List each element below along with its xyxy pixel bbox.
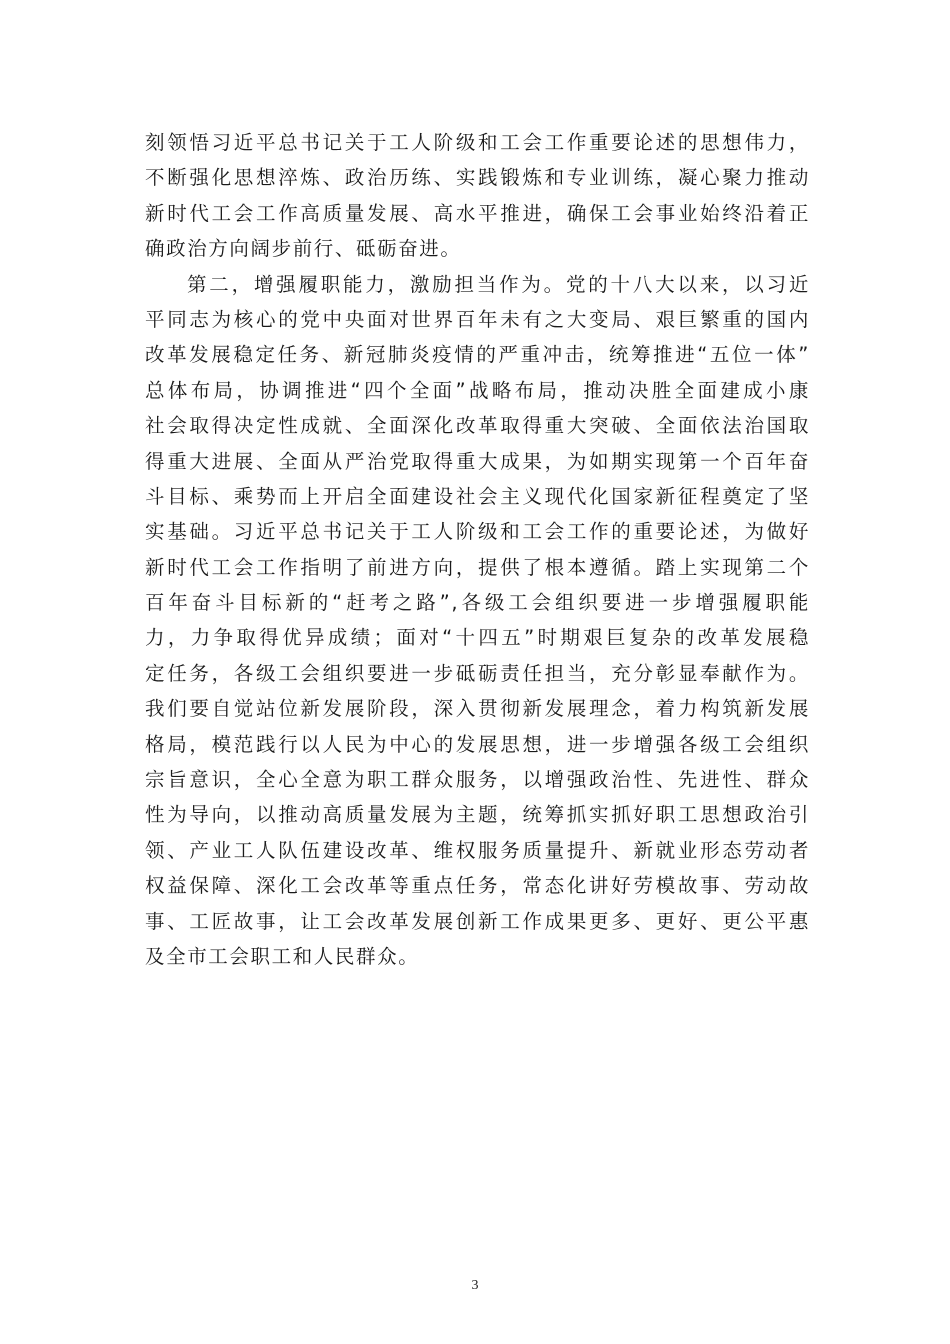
text-line: 格局，模范践行以人民为中心的发展思想，进一步增强各级工会组织 bbox=[145, 732, 810, 756]
text-line: 定任务，各级工会组织要进一步砥砺责任担当，充分彰显奉献作为。 bbox=[145, 661, 810, 685]
text-line: 刻领悟习近平总书记关于工人阶级和工会工作重要论述的思想伟力， bbox=[145, 131, 810, 154]
text-line: 改革发展稳定任务、新冠肺炎疫情的严重冲击，统筹推进“五位一体” bbox=[145, 343, 810, 367]
paragraph-2 bbox=[145, 267, 810, 975]
text-line: 实基础。习近平总书记关于工人阶级和工会工作的重要论述，为做好 bbox=[145, 520, 810, 544]
text-line: 宗旨意识，全心全意为职工群众服务，以增强政治性、先进性、群众 bbox=[145, 768, 810, 792]
page-number: 3 bbox=[471, 1278, 479, 1293]
text-line: 权益保障、深化工会改革等重点任务，常态化讲好劳模故事、劳动故 bbox=[145, 874, 810, 898]
text-line: 总体布局，协调推进“四个全面”战略布局，推动决胜全面建成小康 bbox=[145, 378, 810, 402]
text-line: 百年奋斗目标新的“赶考之路”,各级工会组织要进一步增强履职能 bbox=[145, 591, 810, 615]
text-line: 及全市工会职工和人民群众。 bbox=[145, 944, 420, 968]
text-line: 性为导向，以推动高质量发展为主题，统筹抓实抓好职工思想政治引 bbox=[145, 803, 810, 827]
text-line: 领、产业工人队伍建设改革、维权服务质量提升、新就业形态劳动者 bbox=[145, 838, 810, 862]
text-line: 新时代工会工作高质量发展、高水平推进，确保工会事业始终沿着正 bbox=[145, 201, 810, 225]
text-line: 事、工匠故事，让工会改革发展创新工作成果更多、更好、更公平惠 bbox=[145, 909, 810, 933]
body-text bbox=[145, 125, 810, 974]
paragraph-1 bbox=[145, 125, 810, 267]
text-line: 得重大进展、全面从严治党取得重大成果，为如期实现第一个百年奋 bbox=[145, 449, 810, 473]
text-line: 平同志为核心的党中央面对世界百年未有之大变局、艰巨繁重的国内 bbox=[145, 307, 810, 331]
text-line: 社会取得决定性成就、全面深化改革取得重大突破、全面依法治国取 bbox=[145, 414, 810, 438]
text-line: 第二，增强履职能力，激励担当作为。党的十八大以来，以习近 bbox=[187, 272, 810, 296]
text-line: 新时代工会工作指明了前进方向，提供了根本遵循。踏上实现第二个 bbox=[145, 555, 810, 579]
text-line: 我们要自觉站位新发展阶段，深入贯彻新发展理念，着力构筑新发展 bbox=[145, 697, 810, 721]
text-line: 斗目标、乘势而上开启全面建设社会主义现代化国家新征程奠定了坚 bbox=[145, 484, 810, 508]
text-line: 不断强化思想淬炼、政治历练、实践锻炼和专业训练，凝心聚力推动 bbox=[145, 166, 810, 190]
text-line: 力，力争取得优异成绩；面对“十四五”时期艰巨复杂的改革发展稳 bbox=[145, 626, 810, 650]
text-line: 确政治方向阔步前行、砥砺奋进。 bbox=[145, 237, 462, 261]
